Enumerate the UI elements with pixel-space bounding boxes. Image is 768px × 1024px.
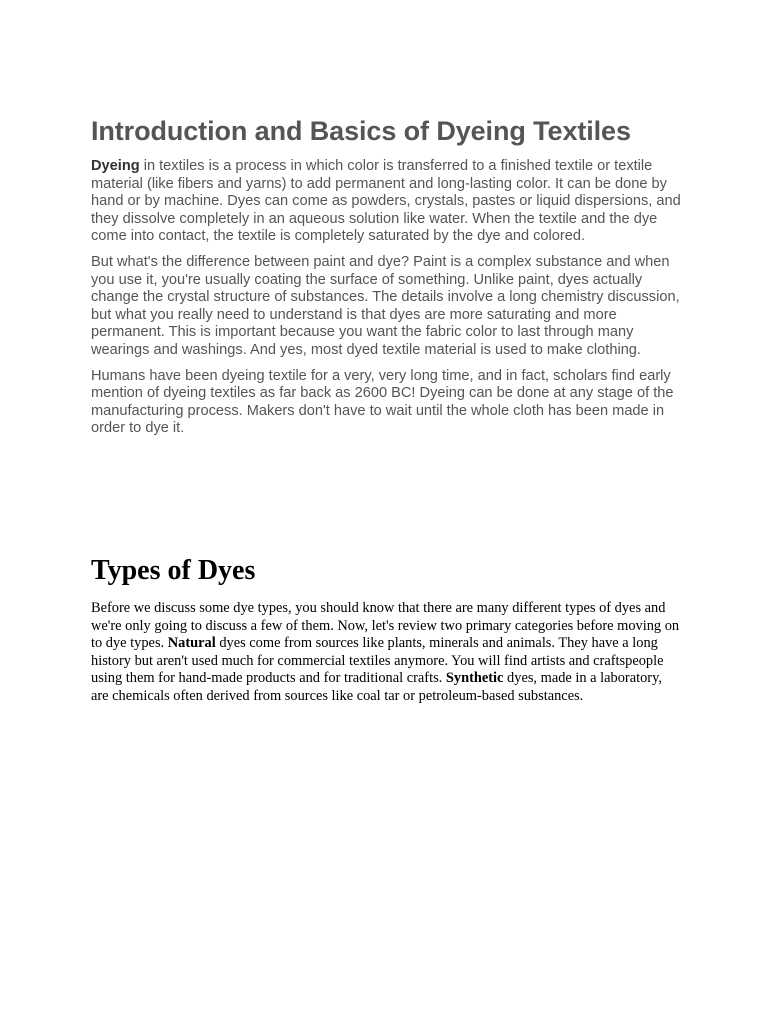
dyeing-term: Dyeing bbox=[91, 158, 140, 174]
synthetic-term: Synthetic bbox=[445, 670, 504, 687]
intro-section bbox=[91, 112, 681, 446]
types-paragraph-middle: dyes come from sources like plants, minerals and animals. They have a long history but aren't used much for commercial textiles anymore. You will find artists and craftspeople using them for hand-made products and for traditional crafts. bbox=[91, 635, 664, 687]
types-heading: Types of Dyes bbox=[91, 555, 256, 586]
intro-paragraph-3: Humans have been dyeing textile for a very, very long time, and in fact, scholars find early mention of dyeing textiles as far back as 2600 BC! Dyeing can be done at any stage of the manufacturing process. Makers don't have to wait until the whole cloth has been made in order to dye it. bbox=[91, 367, 674, 437]
intro-paragraph-1-text: in textiles is a process in which color is transferred to a finished textile or textile material (like fibers and yarns) to add permanent and long-lasting color. It can be done by hand or by machine. Dyes can come as powders, crystals, pastes or liquid dispersions, and they dissolve completely in an aqueous solution like water. When the textile and the dye come into contact, the textile is completely saturated by the dye and colored. bbox=[91, 158, 681, 245]
types-paragraph-start: Before we discuss some dye types, you should know that there are many different types of dyes and we're only going to discuss a few of them. Now, let's review two primary categories before moving on to dye types. bbox=[91, 600, 680, 652]
natural-term: Natural bbox=[167, 635, 216, 652]
types-paragraph bbox=[91, 600, 681, 706]
intro-paragraph-1 bbox=[91, 158, 681, 246]
intro-heading: Introduction and Basics of Dyeing Textiles bbox=[91, 116, 631, 146]
types-section bbox=[91, 552, 681, 706]
types-paragraph-end: dyes, made in a laboratory, are chemicals often derived from sources like coal tar or petroleum-based substances. bbox=[91, 670, 662, 704]
intro-paragraph-2: But what's the difference between paint and dye? Paint is a complex substance and when you use it, you're usually coating the surface of something. Unlike paint, dyes actually change the crystal structure of substances. The details involve a long chemistry discussion, but what you really need to understand is that dyes are more saturating and more permanent. This is important because you want the fabric color to last through many wearings and washings. And yes, most dyed textile material is used to make clothing. bbox=[91, 253, 680, 358]
